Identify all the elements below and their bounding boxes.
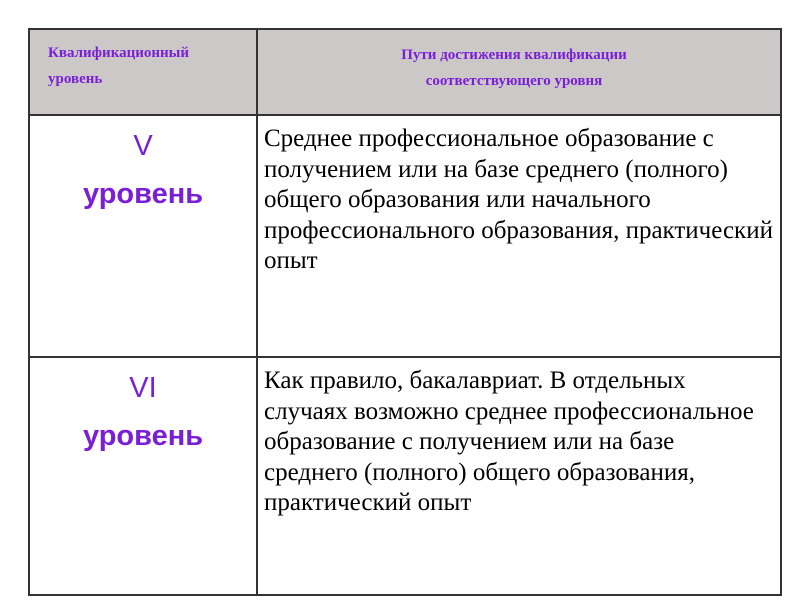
header-level-line-2: уровень [48,71,103,87]
description-cell: Как правило, бакалавриат. В отдельных случаях возможно среднее профессиональное образование с получением или на базе среднего (полного) общего образования, практический опыт [257,357,781,595]
header-paths-line-1: Пути достижения квалификации [401,47,627,63]
level-cell [29,357,257,595]
header-paths [257,29,781,115]
level-word: уровень [82,178,204,210]
header-level [29,29,257,115]
level-word: уровень [82,420,204,452]
qualification-table [28,28,782,596]
table-header-row [29,29,781,115]
header-level-line-1: Квалификационный [48,45,190,61]
level-numeral: VI [129,372,157,404]
table-row [29,357,781,595]
description-cell: Среднее профессиональное образование с получением или на базе среднего (полного) общего образования или начального профессионального образования, практический опыт [257,115,781,357]
header-paths-line-2: соответствующего уровня [425,73,603,89]
level-cell [29,115,257,357]
level-numeral: V [133,130,153,162]
table-row [29,115,781,357]
